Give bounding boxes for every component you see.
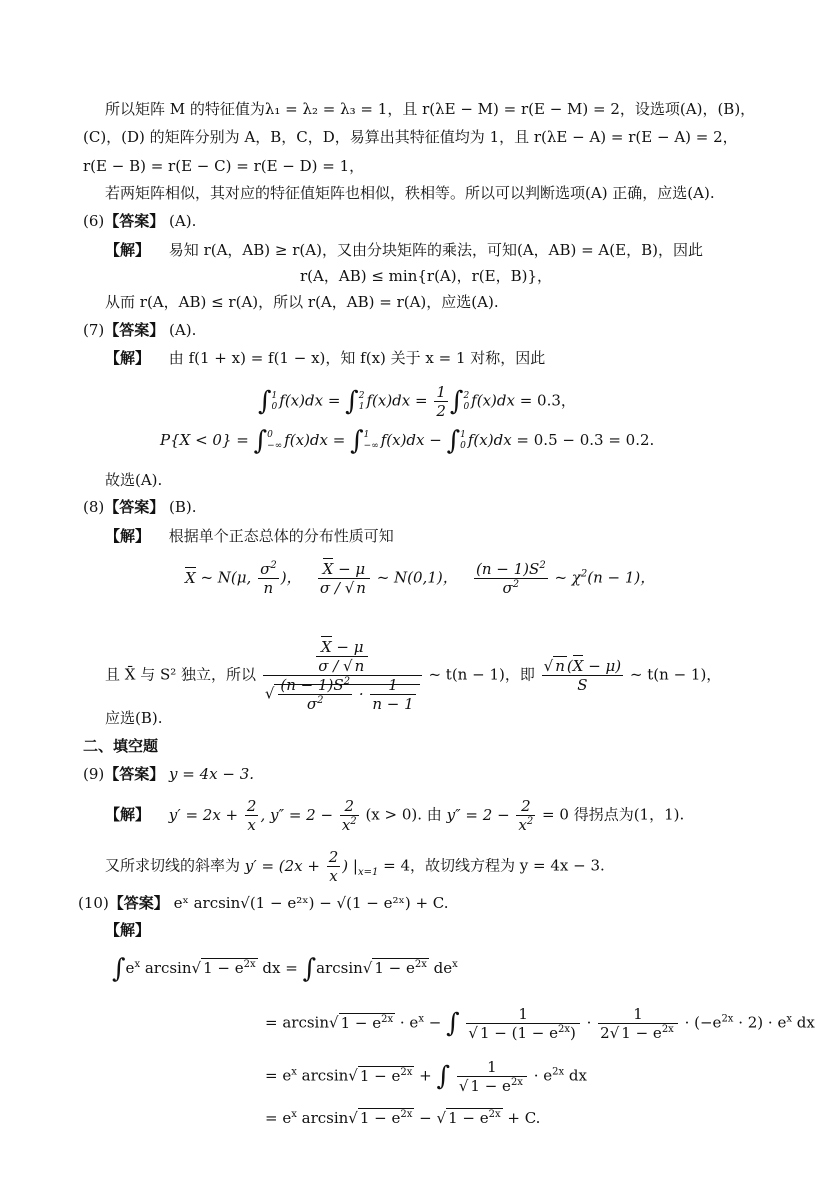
question-6-answer [83,211,196,231]
question-7-solution [105,348,545,368]
question-9-answer [83,764,254,784]
question-number: (10) [78,894,109,912]
equation-result: = 0.5 − 0.3 = 0.2. [516,431,655,449]
answer-tag: 【答案】 [104,765,165,783]
text-line: 若两矩阵相似，其对应的特征值矩阵也相似，秩相等。所以可以判断选项(A) 正确，应选(A). [105,184,715,202]
answer-value: (B). [169,498,197,516]
text-fragment: ~ t(n − 1)， [629,665,722,684]
text-fragment: (x > 0). 由 [365,805,442,824]
question-6-solution [105,240,703,260]
text-fragment: = 0 得拐点为(1，1). [542,805,685,824]
answer-value: eˣ arcsin√(1 − e²ˣ) − √(1 − e²ˣ) + C. [173,894,449,912]
text-fragment: ~ t(n − 1)，即 [428,665,535,684]
text-fragment: 又所求切线的斜率为 [105,856,241,875]
integral-step-3: = $e^x$ arcsin√ $1 - e^{2x}$ + ∫ $\frac{1}{√ 1 - e^{2x}}$ · $e^{2x}$ dx [265,1058,587,1095]
text-line: 由 f(1 + x) = f(1 − x)，知 f(x) 关于 x = 1 对称，因此 [168,349,546,367]
distribution-formulas: X ~ N(μ, $\frac{\sigma^2}{n}$ )， $\frac{X - \mu}{\sigma / √ n}$ ~ N(0,1)， $\frac{(n - 1)S^2}{\sigma^2}$ ~ $\chi^2(n - 1)$， [185,560,656,597]
answer-value: (A). [169,212,197,230]
answer-tag: 【答案】 [108,894,169,912]
answer-tag: 【答案】 [104,212,165,230]
solution-tag: 【解】 [105,921,151,939]
text-line: (C)，(D) 的矩阵分别为 A，B，C，D，易算出其特征值均为 1，且 r(λE − A) = r(E − A) = 2， [83,128,738,146]
answer-tag: 【答案】 [104,321,165,339]
text-fragment: 且 X̄ 与 S² 独立，所以 [105,665,257,684]
integral-step-2: = arcsin√ $1 - e^{2x} \cdot e^x$ − ∫ $\frac{1}{√ 1 - (1 - e^{2x})}$ · $\frac{1}{2√ 1 - e^{2x}}$ · $(-e^{2x} \cdot 2) \cdot e^x$ dx [265,1005,815,1042]
integral-step-4: = $e^x$ arcsin√ $1 - e^{2x}$ − √ $1 - e^{2x} + C$. [265,1109,541,1127]
question-7-answer [83,320,196,340]
answer-value: y = 4x − 3. [169,765,255,783]
equation-result: = 0.3， [519,391,576,410]
answer-value: (A). [169,321,197,339]
question-10-answer [78,893,449,913]
t-distribution-line: 且 X̄ 与 S² 独立，所以 $\frac{X - \mu}{\sigma / √ n}$ √ $\frac{(n - 1)S^2}{\sigma^2}$ · $\frac{1}{n - 1}$ ~ t(n − 1)，即 $\frac{√ n (X - \mu)}{S}$ ~ t(n − 1)， [105,638,722,713]
question-number: (8) [83,498,105,516]
probability-equation: P{X < 0} = ∫0 −∞ f(x)dx = ∫1 −∞ f(x)dx − ∫1 0 f(x)dx = 0.5 − 0.3 = 0.2. [160,426,655,456]
solution-tag: 【解】 [105,805,151,824]
solution-tag: 【解】 [105,527,151,545]
solution-tag: 【解】 [105,349,151,367]
tangent-line: 又所求切线的斜率为 y′ = (2x + $\frac{2}{x}$ ) $|_{x=1} = 4$，故切线方程为 y = 4x − 3. [105,848,605,885]
question-8-solution [105,526,394,546]
text-line: 应选(B). [105,709,163,727]
question-number: (9) [83,765,105,783]
text-line: 从而 r(A，AB) ≤ r(A)，所以 r(A，AB) = r(A)，应选(A). [105,293,499,311]
text-line: 所以矩阵 M 的特征值为λ₁ = λ₂ = λ₃ = 1，且 r(λE − M) = r(E − M) = 2，设选项(A)，(B)， [105,100,756,118]
formula-line: r(A，AB) ≤ min{r(A)，r(E，B)}， [300,267,552,285]
text-line: 故选(A). [105,471,163,489]
question-9-solution: 【解】 y′ = 2x + $\frac{2}{x}$ , y″ = 2 − $\frac{2}{x^2}$ (x > 0). 由 y″ = 2 − $\frac{2}{x^2}$ = 0 得拐点为(1，1). [105,797,685,834]
text-fragment: = 4，故切线方程为 y = 4x − 3. [383,856,605,875]
question-number: (6) [83,212,105,230]
text-line: 易知 r(A，AB) ≥ r(A)，又由分块矩阵的乘法，可知(A，AB) = A(E，B)，因此 [168,241,703,259]
integral-equation: ∫1 0 f(x)dx = ∫2 1 f(x)dx = $\frac{1}{2}$ ∫2 0 f(x)dx = 0.3， [258,383,576,420]
solution-tag: 【解】 [105,241,151,259]
text-line: 根据单个正态总体的分布性质可知 [168,527,394,545]
question-number: (7) [83,321,105,339]
answer-tag: 【答案】 [104,498,165,516]
question-8-answer [83,497,197,517]
text-line: r(E − B) = r(E − C) = r(E − D) = 1， [83,157,365,175]
section-heading: 二、填空题 [83,737,159,755]
integral-step-1: $\int e^x$ arcsin√ $1 - e^{2x}$ dx = ∫arcsin√ $1 - e^{2x}$ $de^x$ [112,954,458,984]
